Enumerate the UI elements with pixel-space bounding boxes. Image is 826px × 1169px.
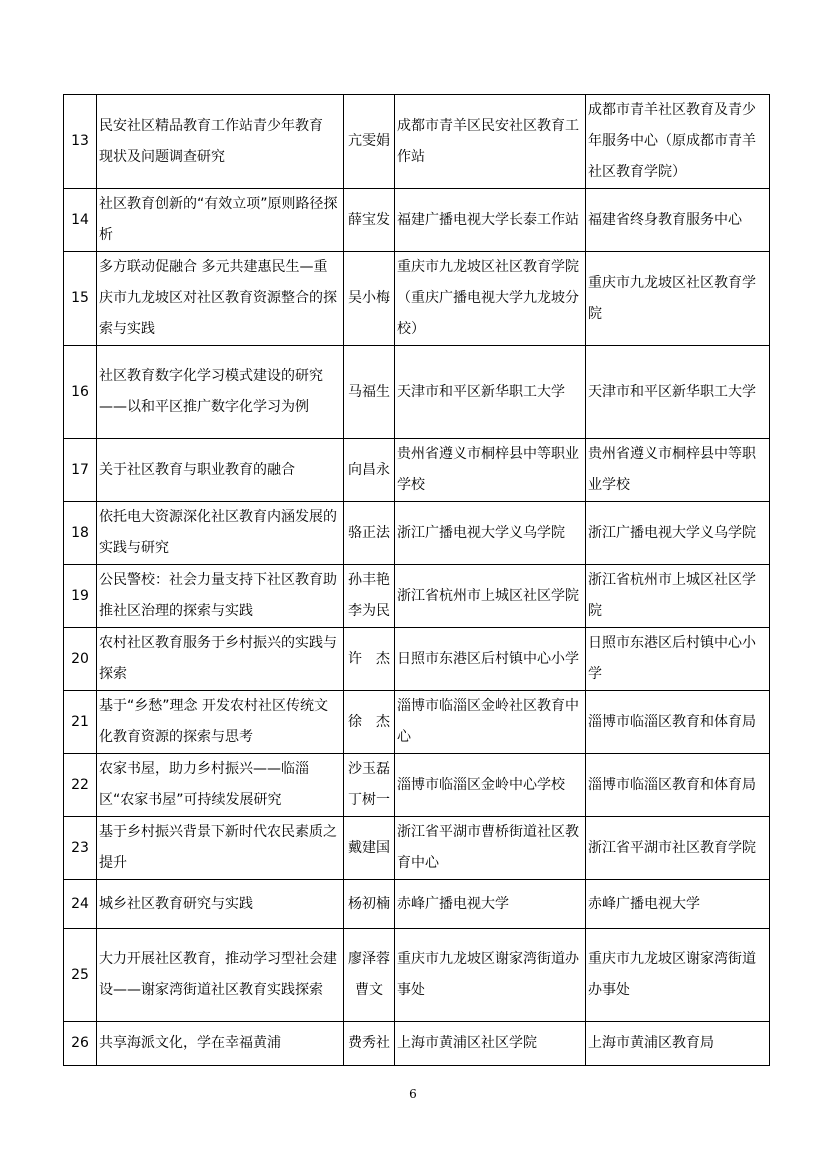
- table-row: [64, 565, 770, 628]
- cell-author: 许 杰: [344, 628, 395, 691]
- cell-recommender: 天津市和平区新华职工大学: [586, 346, 770, 439]
- table-body: [64, 95, 770, 1066]
- cell-recommender: 浙江广播电视大学义乌学院: [586, 502, 770, 565]
- table-row: [64, 502, 770, 565]
- cell-recommender: 重庆市九龙坡区谢家湾街道办事处: [586, 929, 770, 1022]
- cell-author: 沙玉磊 丁树一: [344, 754, 395, 817]
- cell-unit: 淄博市临淄区金岭社区教育中心: [395, 691, 586, 754]
- cell-title: 共享海派文化，学在幸福黄浦: [97, 1022, 344, 1066]
- cell-recommender: 淄博市临淄区教育和体育局: [586, 691, 770, 754]
- table-row: [64, 252, 770, 346]
- cell-unit: 福建广播电视大学长泰工作站: [395, 189, 586, 252]
- cell-title: 依托电大资源深化社区教育内涵发展的实践与研究: [97, 502, 344, 565]
- cell-number: 26: [64, 1022, 97, 1066]
- cell-author: 向昌永: [344, 439, 395, 502]
- cell-unit: 成都市青羊区民安社区教育工作站: [395, 95, 586, 189]
- cell-author: 费秀社: [344, 1022, 395, 1066]
- cell-number: 15: [64, 252, 97, 346]
- cell-recommender: 赤峰广播电视大学: [586, 880, 770, 929]
- cell-recommender: 福建省终身教育服务中心: [586, 189, 770, 252]
- cell-author: 薛宝发: [344, 189, 395, 252]
- cell-unit: 浙江广播电视大学义乌学院: [395, 502, 586, 565]
- cell-number: 21: [64, 691, 97, 754]
- results-table: [63, 94, 770, 1066]
- cell-title: 基于乡村振兴背景下新时代农民素质之提升: [97, 817, 344, 880]
- table-row: [64, 817, 770, 880]
- cell-title: 多方联动促融合 多元共建惠民生—重庆市九龙坡区对社区教育资源整合的探索与实践: [97, 252, 344, 346]
- cell-number: 16: [64, 346, 97, 439]
- cell-number: 13: [64, 95, 97, 189]
- cell-title: 关于社区教育与职业教育的融合: [97, 439, 344, 502]
- cell-author: 孙丰艳 李为民: [344, 565, 395, 628]
- cell-number: 20: [64, 628, 97, 691]
- cell-author: 吴小梅: [344, 252, 395, 346]
- cell-author: 徐 杰: [344, 691, 395, 754]
- cell-author: 杨初楠: [344, 880, 395, 929]
- cell-number: 14: [64, 189, 97, 252]
- cell-recommender: 成都市青羊社区教育及青少年服务中心（原成都市青羊社区教育学院）: [586, 95, 770, 189]
- cell-recommender: 上海市黄浦区教育局: [586, 1022, 770, 1066]
- cell-recommender: 浙江省平湖市社区教育学院: [586, 817, 770, 880]
- cell-number: 25: [64, 929, 97, 1022]
- cell-title: 民安社区精品教育工作站青少年教育 现状及问题调查研究: [97, 95, 344, 189]
- cell-recommender: 浙江省杭州市上城区社区学院: [586, 565, 770, 628]
- cell-title: 公民警校：社会力量支持下社区教育助推社区治理的探索与实践: [97, 565, 344, 628]
- cell-author: 骆正法: [344, 502, 395, 565]
- table-row: [64, 628, 770, 691]
- cell-number: 22: [64, 754, 97, 817]
- cell-unit: 赤峰广播电视大学: [395, 880, 586, 929]
- cell-title: 农村社区教育服务于乡村振兴的实践与探索: [97, 628, 344, 691]
- cell-title: 社区教育创新的“有效立项”原则路径探析: [97, 189, 344, 252]
- cell-number: 24: [64, 880, 97, 929]
- cell-number: 19: [64, 565, 97, 628]
- cell-number: 18: [64, 502, 97, 565]
- cell-number: 17: [64, 439, 97, 502]
- table-row: [64, 439, 770, 502]
- cell-unit: 贵州省遵义市桐梓县中等职业学校: [395, 439, 586, 502]
- cell-title: 社区教育数字化学习模式建设的研究——以和平区推广数字化学习为例: [97, 346, 344, 439]
- cell-author: 马福生: [344, 346, 395, 439]
- cell-author: 廖泽蓉 曹文: [344, 929, 395, 1022]
- cell-unit: 天津市和平区新华职工大学: [395, 346, 586, 439]
- table-row: [64, 691, 770, 754]
- cell-number: 23: [64, 817, 97, 880]
- cell-title: 基于“乡愁”理念 开发农村社区传统文化教育资源的探索与思考: [97, 691, 344, 754]
- table-row: [64, 754, 770, 817]
- cell-unit: 上海市黄浦区社区学院: [395, 1022, 586, 1066]
- cell-recommender: 日照市东港区后村镇中心小学: [586, 628, 770, 691]
- table-row: [64, 346, 770, 439]
- cell-recommender: 重庆市九龙坡区社区教育学院: [586, 252, 770, 346]
- cell-unit: 重庆市九龙坡区社区教育学院（重庆广播电视大学九龙坡分校）: [395, 252, 586, 346]
- cell-author: 戴建国: [344, 817, 395, 880]
- page-number: 6: [409, 1087, 417, 1101]
- cell-recommender: 淄博市临淄区教育和体育局: [586, 754, 770, 817]
- cell-unit: 淄博市临淄区金岭中心学校: [395, 754, 586, 817]
- table-row: [64, 929, 770, 1022]
- cell-unit: 日照市东港区后村镇中心小学: [395, 628, 586, 691]
- cell-title: 农家书屋，助力乡村振兴——临淄区“农家书屋”可持续发展研究: [97, 754, 344, 817]
- table-row: [64, 880, 770, 929]
- cell-title: 城乡社区教育研究与实践: [97, 880, 344, 929]
- cell-unit: 重庆市九龙坡区谢家湾街道办事处: [395, 929, 586, 1022]
- table-row: [64, 95, 770, 189]
- cell-recommender: 贵州省遵义市桐梓县中等职业学校: [586, 439, 770, 502]
- cell-unit: 浙江省杭州市上城区社区学院: [395, 565, 586, 628]
- table-row: [64, 1022, 770, 1066]
- cell-author: 亢雯娟: [344, 95, 395, 189]
- cell-title: 大力开展社区教育，推动学习型社会建设——谢家湾街道社区教育实践探索: [97, 929, 344, 1022]
- cell-unit: 浙江省平湖市曹桥街道社区教育中心: [395, 817, 586, 880]
- table-row: [64, 189, 770, 252]
